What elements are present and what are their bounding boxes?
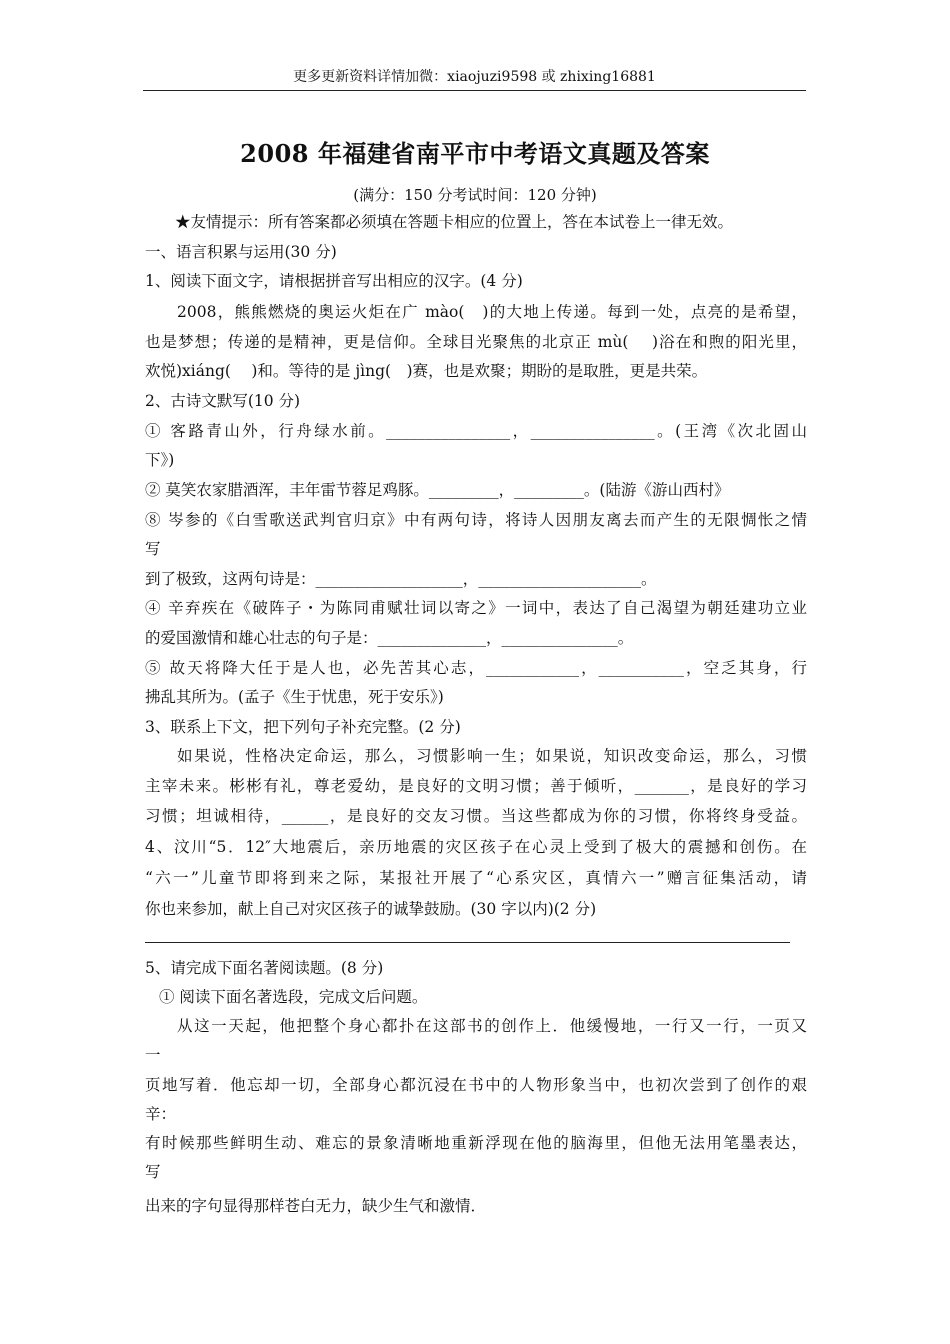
poem-item-4-cont: 的爱国激情和雄心壮志的句子是：______________，_______________。 bbox=[145, 629, 634, 647]
question-5-sub: ① 阅读下面名著选段，完成文后问题。 bbox=[159, 988, 428, 1006]
poem-item-5-cont: 拂乱其所为。(孟子《生于忧患，死于安乐》) bbox=[145, 688, 444, 706]
question-4-cont: “六一”儿童节即将到来之际，某报社开展了“心系灾区，真情六一”赠言征集活动，请 bbox=[145, 869, 807, 887]
excerpt-line: 写 bbox=[145, 1163, 161, 1181]
poem-item-5: ⑤ 故天将降大任于是人也，必先苦其心志，____________，___________，空乏其身，行 bbox=[145, 659, 807, 677]
excerpt-line: 辛： bbox=[145, 1105, 177, 1123]
excerpt-line: 一 bbox=[145, 1046, 161, 1064]
instruction-note: ★友情提示：所有答案都必须填在答题卡相应的位置上，答在本试卷上一律无效。 bbox=[175, 213, 734, 231]
paragraph-line: 欢悦)xiáng( )和。等待的是 jìng( )赛，也是欢聚；期盼的是取胜，更是共荣。 bbox=[145, 362, 708, 380]
excerpt-line: 从这一天起，他把整个身心都扑在这部书的创作上．他缓慢地，一行又一行，一页又 bbox=[177, 1017, 807, 1035]
paragraph-line: 习惯；坦诚相待，______，是良好的交友习惯。当这些都成为你的习惯，你将终身受益。 bbox=[145, 807, 807, 825]
poem-item-3-cont: 到了极致，这两句诗是：___________________，_____________________。 bbox=[145, 570, 657, 588]
question-1: 1、阅读下面文字，请根据拼音写出相应的汉字。(4 分) bbox=[145, 272, 523, 290]
poem-item-4: ④ 辛弃疾在《破阵子・为陈同甫赋壮词以寄之》一词中，表达了自己渴望为朝廷建功立业 bbox=[145, 599, 807, 617]
answer-line bbox=[145, 942, 790, 943]
paragraph-line: 如果说，性格决定命运，那么，习惯影响一生；如果说，知识改变命运，那么，习惯 bbox=[177, 747, 807, 765]
exam-info: (满分：150 分考试时间：120 分钟) bbox=[353, 186, 597, 204]
poem-item-3-cont: 写 bbox=[145, 540, 161, 558]
poem-item-3: ⑧ 岑参的《白雪歌送武判官归京》中有两句诗，将诗人因朋友离去而产生的无限惆怅之情 bbox=[145, 511, 807, 529]
poem-item-2: ② 莫笑农家腊酒浑，丰年雷节蓉足鸡豚。_________，_________。(陆游《游山西村》 bbox=[145, 481, 730, 499]
question-5: 5、请完成下面名著阅读题。(8 分) bbox=[145, 959, 384, 977]
poem-item-1: ① 客路青山外，行舟绿水前。________________，________________。(王湾《次北固山 bbox=[145, 422, 807, 440]
paragraph-line: 2008，熊熊燃烧的奥运火炬在广 mào( )的大地上传递。每到一处，点亮的是希望， bbox=[177, 303, 807, 321]
page-title: 2008 年福建省南平市中考语文真题及答案 bbox=[240, 139, 710, 168]
excerpt-line: 页地写着．他忘却一切，全部身心都沉浸在书中的人物形象当中，也初次尝到了创作的艰 bbox=[145, 1076, 807, 1094]
section-heading: 一、语言积累与运用(30 分) bbox=[145, 243, 337, 261]
question-4: 4、汶川“5．12″大地震后，亲历地震的灾区孩子在心灵上受到了极大的震撼和创伤。在 bbox=[145, 838, 807, 856]
excerpt-line: 出来的字句显得那样苍白无力，缺少生气和激情． bbox=[145, 1197, 487, 1215]
page-header: 更多更新资料详情加微：xiaojuzi9598 或 zhixing16881 bbox=[143, 66, 806, 91]
question-4-cont: 你也来参加，献上自己对灾区孩子的诚挚鼓励。(30 字以内)(2 分) bbox=[145, 900, 597, 918]
poem-item-1-cont: 下》) bbox=[145, 451, 175, 469]
paragraph-line: 也是梦想；传递的是精神，更是信仰。全球目光聚焦的北京正 mù( )浴在和煦的阳光里， bbox=[145, 333, 807, 351]
paragraph-line: 主宰未来。彬彬有礼，尊老爱幼，是良好的文明习惯；善于倾听，_______，是良好的学习 bbox=[145, 777, 807, 795]
excerpt-line: 有时候那些鲜明生动、难忘的景象清晰地重新浮现在他的脑海里，但他无法用笔墨表达， bbox=[145, 1134, 807, 1152]
question-3: 3、联系上下文，把下列句子补充完整。(2 分) bbox=[145, 718, 461, 736]
question-2: 2、古诗文默写(10 分) bbox=[145, 392, 301, 410]
